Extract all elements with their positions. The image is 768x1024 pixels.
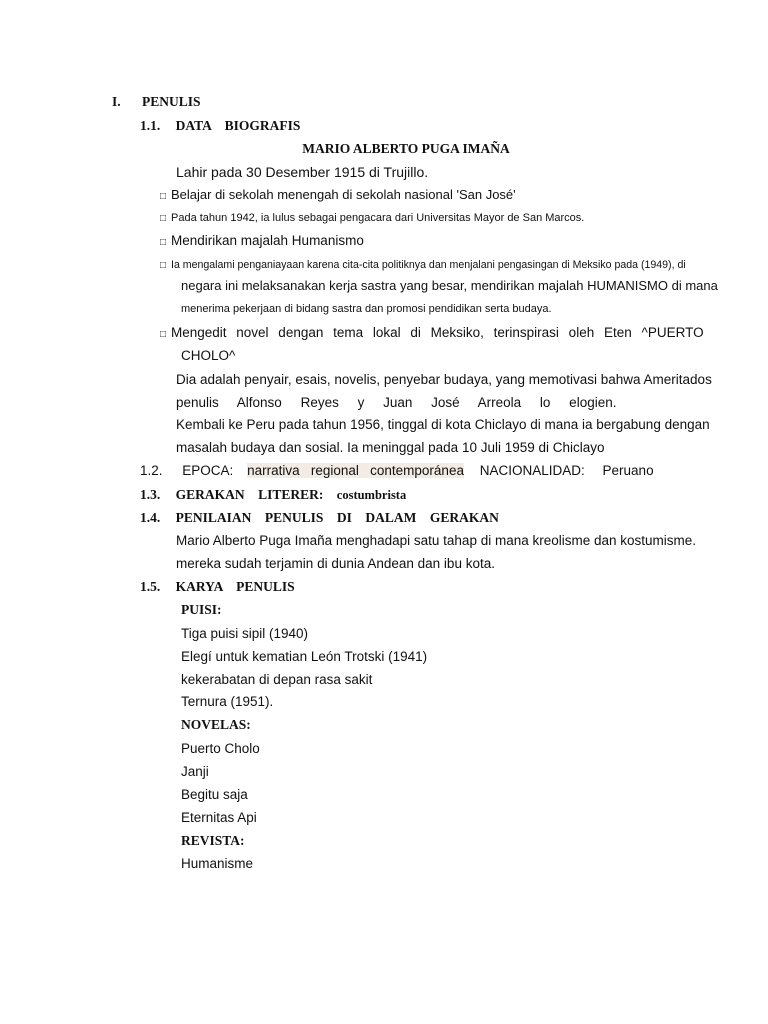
movement-value: costumbrista	[336, 488, 407, 502]
checkbox-bullet-icon: □	[160, 260, 167, 271]
subsection-title: KARYA PENULIS	[175, 579, 295, 594]
subsection-title: GERAKAN LITERER:	[175, 487, 324, 502]
subsection-number: 1.2.	[140, 463, 163, 478]
birth-line: Lahir pada 30 Desember 1915 di Trujillo.	[176, 164, 429, 180]
subsection-number: 1.5.	[140, 579, 161, 594]
nationality-value: Peruano	[602, 463, 654, 478]
bullet-item: □ Mengedit novel dengan tema lokal di Meksiko, terinspirasi oleh Eten ^PUERTO	[160, 324, 688, 344]
paragraph-line: Mario Alberto Puga Imaña menghadapi satu tahap di mana kreolisme dan kostumisme.	[176, 533, 697, 548]
bullet-continuation: menerima pekerjaan di bidang sastra dan promosi pendidikan serta budaya.	[181, 303, 552, 315]
checkbox-bullet-icon: □	[160, 237, 167, 248]
subsection-1-3	[140, 486, 406, 504]
revista-label: REVISTA:	[181, 833, 245, 848]
bullet-continuation: negara ini melaksanakan kerja sastra yang besar, mendirikan majalah HUMANISMO di mana	[181, 278, 718, 293]
section-number: I.	[112, 94, 121, 109]
epoca-value: narrativa regional contemporánea	[247, 463, 464, 478]
bullet-item: □ Mendirikan majalah Humanismo	[160, 232, 364, 252]
bullet-item: □ Belajar di sekolah menengah di sekolah nasional 'San José'	[160, 186, 516, 206]
checkbox-bullet-icon: □	[160, 191, 167, 202]
paragraph-line: Dia adalah penyair, esais, novelis, penyebar budaya, yang memotivasi bahwa Ameritados	[176, 372, 712, 387]
subsection-number: 1.4.	[140, 510, 161, 525]
checkbox-bullet-icon: □	[160, 213, 167, 224]
section-heading	[112, 93, 201, 111]
section-title: PENULIS	[142, 94, 201, 109]
bullet-item: □ Ia mengalami penganiayaan karena cita-cita politiknya dan menjalani pengasingan di Meksiko pada (1949), di	[160, 256, 686, 275]
paragraph-line: Kembali ke Peru pada tahun 1956, tinggal di kota Chiclayo di mana ia bergabung dengan	[176, 417, 710, 432]
work-item: Ternura (1951).	[181, 694, 274, 709]
epoca-label: EPOCA:	[182, 463, 234, 478]
bullet-continuation: CHOLO^	[181, 348, 236, 363]
work-item: Tiga puisi sipil (1940)	[181, 626, 309, 641]
subsection-number: 1.3.	[140, 487, 161, 502]
subsection-1-5	[140, 578, 295, 596]
work-item: Puerto Cholo	[181, 741, 260, 756]
paragraph-line: masalah budaya dan sosial. Ia meninggal pada 10 Juli 1959 di Chiclayo	[176, 440, 605, 455]
work-item: kekerabatan di depan rasa sakit	[181, 672, 373, 687]
novels-label: NOVELAS:	[181, 717, 251, 732]
checkbox-bullet-icon: □	[160, 329, 167, 340]
work-item: Humanisme	[181, 856, 254, 871]
work-item: Janji	[181, 764, 209, 779]
paragraph-line: mereka sudah terjamin di dunia Andean dan ibu kota.	[176, 556, 495, 571]
subsection-title: PENILAIAN PENULIS DI DALAM GERAKAN	[175, 510, 499, 525]
poetry-label: PUISI:	[181, 602, 222, 617]
subsection-title: DATA BIOGRAFIS	[175, 118, 301, 133]
subsection-1-1	[140, 117, 300, 135]
subsection-number: 1.1.	[140, 118, 161, 133]
work-item: Eternitas Api	[181, 810, 257, 825]
work-item: Elegí untuk kematian León Trotski (1941)	[181, 649, 428, 664]
epoca-line	[140, 462, 654, 480]
work-item: Begitu saja	[181, 787, 248, 802]
subsection-1-4	[140, 509, 499, 527]
nationality-label: NACIONALIDAD:	[479, 463, 585, 478]
author-name: MARIO ALBERTO PUGA IMAÑA	[302, 141, 510, 156]
bullet-item: □ Pada tahun 1942, ia lulus sebagai pengacara dari Universitas Mayor de San Marcos.	[160, 209, 584, 228]
paragraph-line: penulis Alfonso Reyes y Juan José Arreola lo elogien.	[176, 395, 617, 410]
